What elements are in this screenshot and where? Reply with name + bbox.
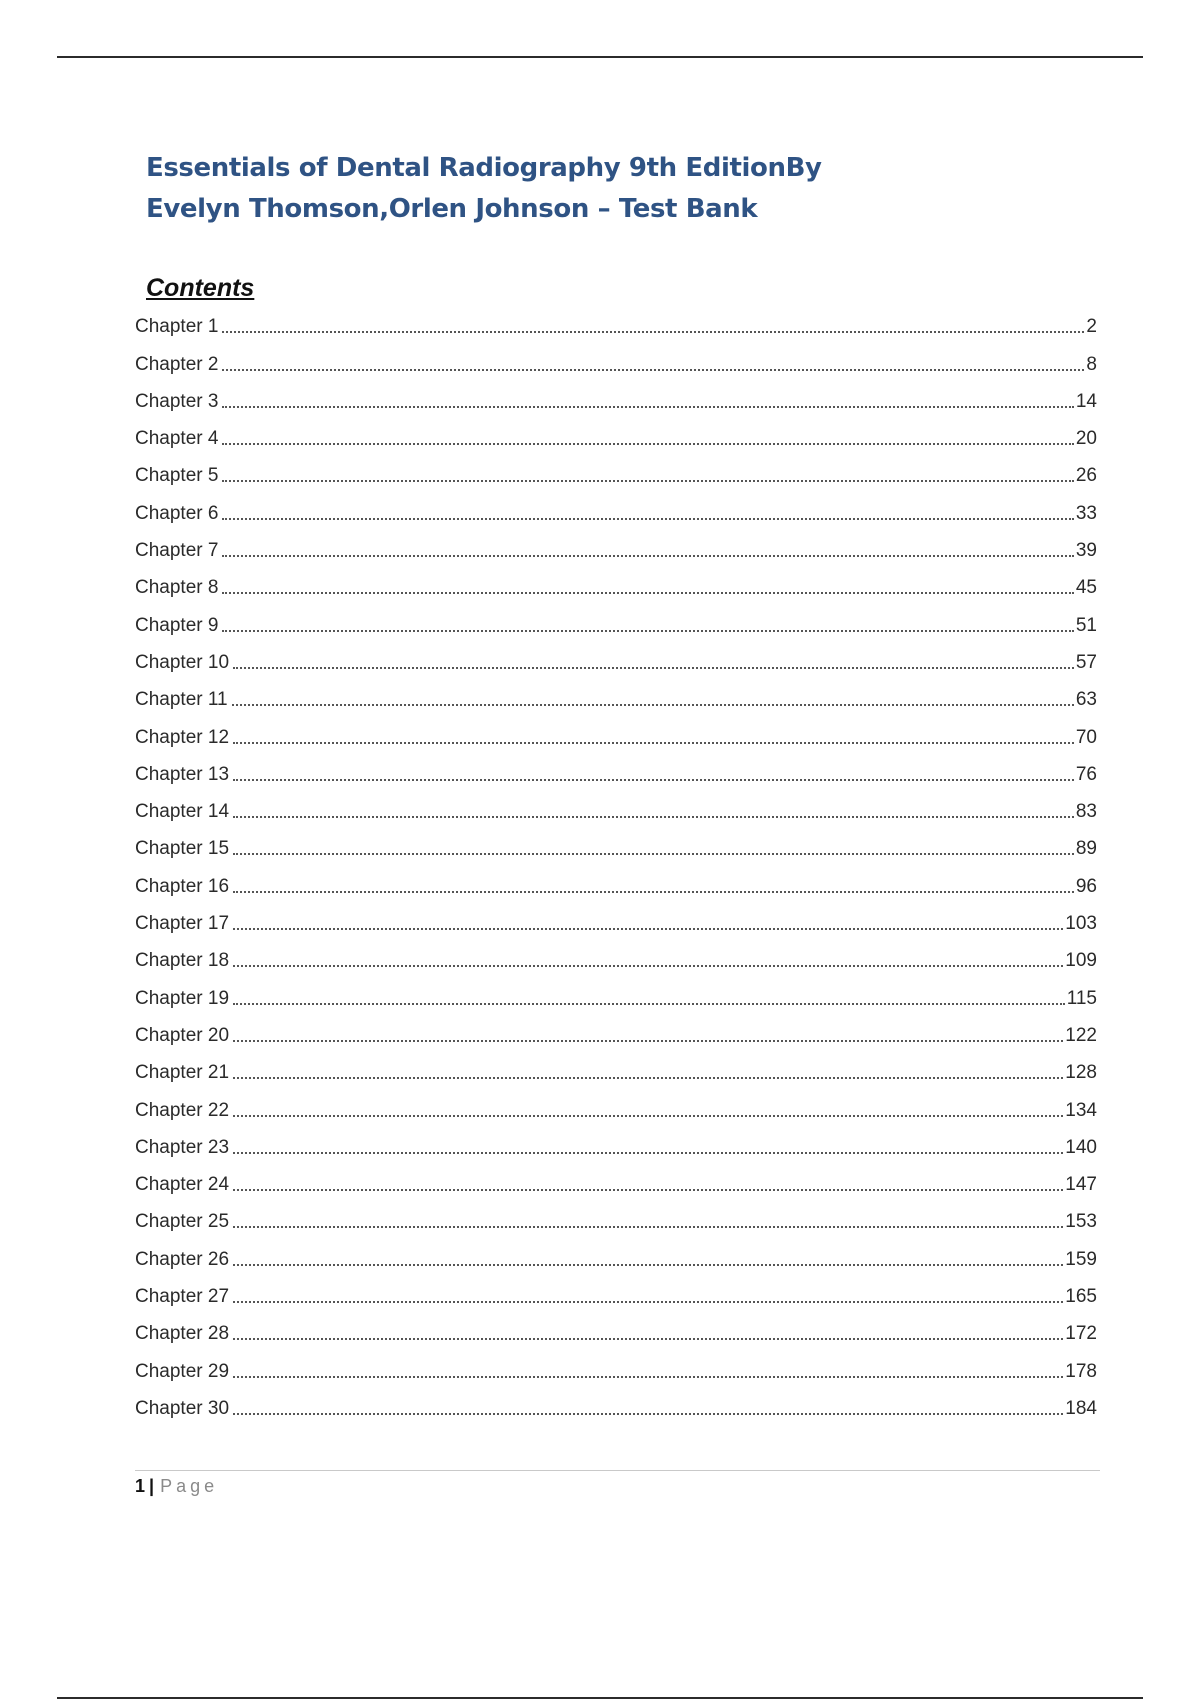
toc-dot-leader	[233, 1301, 1063, 1303]
toc-entry-label: Chapter 24	[135, 1174, 230, 1196]
toc-entry-page-number: 165	[1065, 1286, 1097, 1308]
toc-dot-leader	[233, 1264, 1063, 1266]
toc-entry[interactable]	[135, 640, 1097, 677]
toc-entry[interactable]	[135, 565, 1097, 602]
toc-entry-label: Chapter 3	[135, 390, 219, 412]
toc-entry-label: Chapter 5	[135, 465, 219, 487]
document-title: Essentials of Dental Radiography 9th EditionBy Evelyn Thomson,Orlen Johnson – Test Bank	[146, 153, 822, 224]
toc-entry-page-number: 134	[1065, 1099, 1097, 1121]
toc-entry-label: Chapter 8	[135, 577, 219, 599]
toc-entry[interactable]	[135, 938, 1097, 975]
toc-entry-page-number: 33	[1075, 502, 1097, 524]
toc-dot-leader	[222, 331, 1084, 333]
toc-dot-leader	[233, 1003, 1065, 1005]
toc-dot-leader	[222, 555, 1073, 557]
toc-entry[interactable]	[135, 528, 1097, 565]
toc-dot-leader	[233, 1115, 1063, 1117]
toc-entry[interactable]	[135, 1162, 1097, 1199]
table-of-contents	[135, 304, 1097, 1423]
toc-entry-label: Chapter 17	[135, 913, 230, 935]
toc-entry[interactable]	[135, 1013, 1097, 1050]
toc-entry-page-number: 45	[1075, 577, 1097, 599]
toc-dot-leader	[233, 779, 1074, 781]
toc-entry[interactable]	[135, 453, 1097, 490]
toc-entry-page-number: 109	[1065, 950, 1097, 972]
toc-entry-page-number: 14	[1075, 390, 1097, 412]
toc-dot-leader	[233, 1152, 1063, 1154]
toc-entry[interactable]	[135, 1125, 1097, 1162]
toc-entry[interactable]	[135, 752, 1097, 789]
toc-entry-page-number: 153	[1065, 1211, 1097, 1233]
toc-dot-leader	[233, 1040, 1063, 1042]
toc-entry-label: Chapter 15	[135, 838, 230, 860]
toc-entry[interactable]	[135, 1311, 1097, 1348]
toc-dot-leader	[233, 742, 1074, 744]
toc-dot-leader	[233, 1189, 1063, 1191]
toc-entry-label: Chapter 13	[135, 763, 230, 785]
bottom-rule	[57, 1697, 1143, 1699]
top-rule	[57, 56, 1143, 58]
toc-dot-leader	[233, 1376, 1063, 1378]
toc-entry[interactable]	[135, 1050, 1097, 1087]
toc-entry[interactable]	[135, 1236, 1097, 1273]
toc-dot-leader	[222, 443, 1073, 445]
toc-entry-label: Chapter 7	[135, 540, 219, 562]
toc-entry-page-number: 96	[1075, 875, 1097, 897]
toc-dot-leader	[222, 480, 1073, 482]
toc-entry-page-number: 140	[1065, 1136, 1097, 1158]
toc-entry-page-number: 122	[1065, 1024, 1097, 1046]
toc-entry-label: Chapter 4	[135, 428, 219, 450]
toc-entry-label: Chapter 25	[135, 1211, 230, 1233]
toc-dot-leader	[233, 667, 1074, 669]
toc-entry[interactable]	[135, 1199, 1097, 1236]
toc-dot-leader	[233, 1338, 1063, 1340]
toc-entry-page-number: 159	[1065, 1248, 1097, 1270]
toc-entry[interactable]	[135, 863, 1097, 900]
toc-dot-leader	[222, 592, 1073, 594]
toc-entry-page-number: 147	[1065, 1174, 1097, 1196]
toc-entry-label: Chapter 29	[135, 1360, 230, 1382]
toc-entry[interactable]	[135, 1348, 1097, 1385]
toc-entry-page-number: 184	[1065, 1397, 1097, 1419]
toc-dot-leader	[233, 891, 1074, 893]
page-footer	[135, 1474, 218, 1498]
toc-entry-label: Chapter 20	[135, 1024, 230, 1046]
toc-entry-page-number: 8	[1086, 353, 1097, 375]
toc-entry-page-number: 70	[1075, 726, 1097, 748]
toc-entry-page-number: 76	[1075, 763, 1097, 785]
contents-heading: Contents	[146, 274, 255, 302]
toc-dot-leader	[222, 369, 1084, 371]
toc-entry-label: Chapter 1	[135, 316, 219, 338]
toc-dot-leader	[233, 965, 1063, 967]
toc-entry-label: Chapter 2	[135, 353, 219, 375]
toc-entry-label: Chapter 10	[135, 651, 230, 673]
toc-entry[interactable]	[135, 901, 1097, 938]
toc-entry-page-number: 172	[1065, 1323, 1097, 1345]
toc-dot-leader	[233, 928, 1063, 930]
toc-entry-label: Chapter 27	[135, 1286, 230, 1308]
toc-dot-leader	[233, 1077, 1063, 1079]
toc-entry-page-number: 89	[1075, 838, 1097, 860]
toc-entry[interactable]	[135, 341, 1097, 378]
footer-page-number: 1	[135, 1476, 146, 1496]
toc-entry[interactable]	[135, 1386, 1097, 1423]
toc-entry-label: Chapter 21	[135, 1062, 230, 1084]
toc-entry[interactable]	[135, 789, 1097, 826]
toc-entry[interactable]	[135, 416, 1097, 453]
toc-entry-label: Chapter 18	[135, 950, 230, 972]
toc-dot-leader	[222, 518, 1073, 520]
toc-entry-page-number: 39	[1075, 540, 1097, 562]
toc-entry-page-number: 178	[1065, 1360, 1097, 1382]
toc-dot-leader	[233, 1413, 1063, 1415]
toc-entry[interactable]	[135, 677, 1097, 714]
toc-entry[interactable]	[135, 379, 1097, 416]
toc-entry[interactable]	[135, 490, 1097, 527]
toc-entry-label: Chapter 23	[135, 1136, 230, 1158]
toc-dot-leader	[222, 630, 1073, 632]
toc-entry-label: Chapter 14	[135, 801, 230, 823]
toc-dot-leader	[222, 406, 1073, 408]
toc-entry-page-number: 83	[1075, 801, 1097, 823]
toc-entry-label: Chapter 19	[135, 987, 230, 1009]
toc-entry-page-number: 51	[1075, 614, 1097, 636]
toc-dot-leader	[233, 1226, 1063, 1228]
toc-entry-page-number: 57	[1075, 651, 1097, 673]
toc-entry-label: Chapter 11	[135, 689, 228, 711]
toc-dot-leader	[233, 853, 1074, 855]
toc-entry-label: Chapter 22	[135, 1099, 230, 1121]
toc-entry-page-number: 63	[1075, 689, 1097, 711]
toc-entry-label: Chapter 6	[135, 502, 219, 524]
toc-entry-label: Chapter 30	[135, 1397, 230, 1419]
toc-entry-label: Chapter 12	[135, 726, 230, 748]
toc-dot-leader	[233, 816, 1074, 818]
toc-entry-label: Chapter 9	[135, 614, 219, 636]
toc-entry[interactable]	[135, 714, 1097, 751]
toc-entry[interactable]	[135, 1274, 1097, 1311]
footer-page-label: Page	[160, 1476, 219, 1496]
toc-entry[interactable]	[135, 1087, 1097, 1124]
toc-entry[interactable]	[135, 826, 1097, 863]
toc-entry[interactable]	[135, 602, 1097, 639]
toc-entry-label: Chapter 28	[135, 1323, 230, 1345]
toc-entry-page-number: 128	[1065, 1062, 1097, 1084]
footer-rule	[135, 1470, 1100, 1471]
toc-dot-leader	[232, 704, 1074, 706]
toc-entry[interactable]	[135, 304, 1097, 341]
toc-entry-page-number: 2	[1086, 316, 1097, 338]
toc-entry-label: Chapter 26	[135, 1248, 230, 1270]
toc-entry-page-number: 20	[1075, 428, 1097, 450]
toc-entry-label: Chapter 16	[135, 875, 230, 897]
toc-entry-page-number: 103	[1065, 913, 1097, 935]
footer-separator: |	[149, 1476, 155, 1496]
toc-entry-page-number: 26	[1075, 465, 1097, 487]
toc-entry-page-number: 115	[1066, 987, 1097, 1009]
toc-entry[interactable]	[135, 975, 1097, 1012]
